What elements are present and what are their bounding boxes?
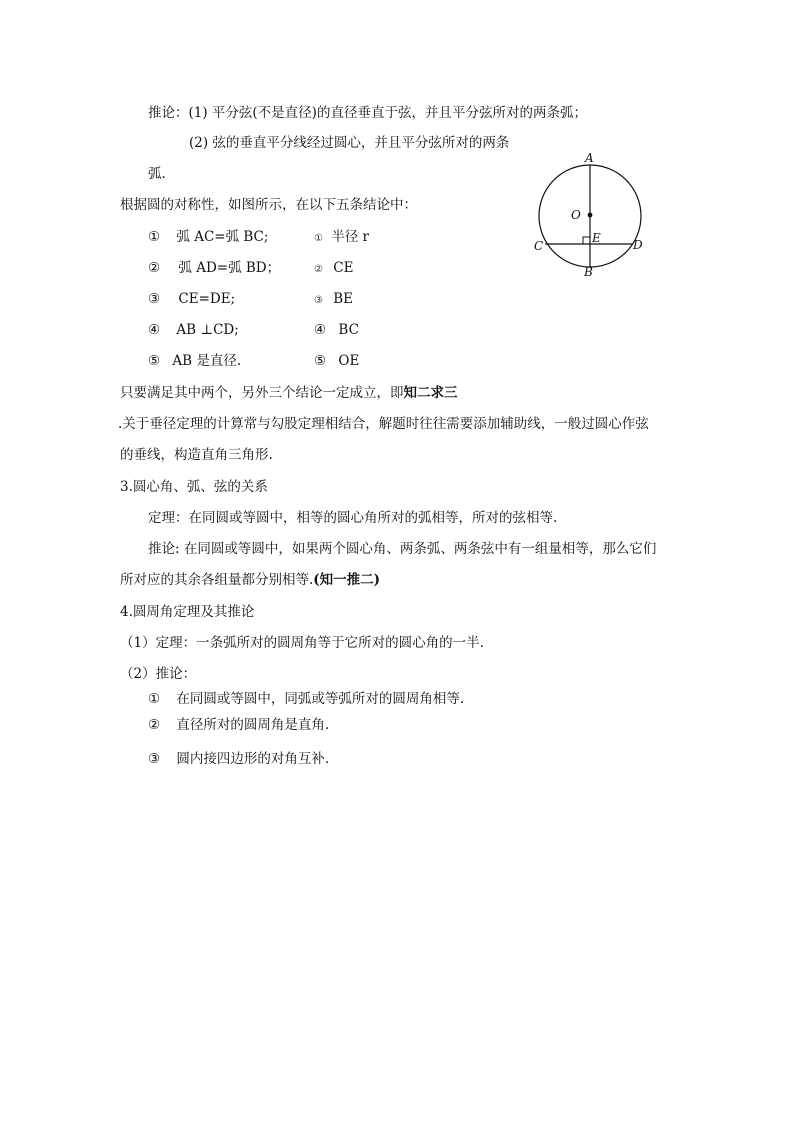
conclusion-text: CE xyxy=(333,260,354,276)
section-3-corollary-1: 推论: 在同圆或等圆中，如果两个圆心角、两条弧、两条弦中有一组量相等，那么它们 xyxy=(148,541,657,557)
section-4-item-2 xyxy=(148,716,329,734)
circled-number: ⑤ xyxy=(314,353,327,369)
circled-number: ② xyxy=(314,264,323,275)
conclusion-left-1 xyxy=(148,228,268,246)
conclusion-text: BE xyxy=(333,291,354,307)
section-4-item-text: 在同圆或等圆中，同弧或等弧所对的圆周角相等. xyxy=(176,691,465,707)
label-a: A xyxy=(585,151,594,165)
section-3-corollary-2 xyxy=(120,571,380,589)
know-two-emphasis: 知二求三 xyxy=(403,385,458,401)
section-4-item-1 xyxy=(148,690,464,708)
circled-number: ④ xyxy=(148,322,161,338)
conclusion-right-4 xyxy=(314,321,359,339)
section-4-item-text: 直径所对的圆周角是直角. xyxy=(176,717,330,733)
right-angle-mark xyxy=(583,237,590,244)
conclusion-text: AB ⊥CD; xyxy=(176,322,239,338)
conclusion-left-2 xyxy=(148,259,280,277)
circled-number: ③ xyxy=(314,295,323,306)
circled-number: ① xyxy=(148,229,161,245)
conclusion-left-5 xyxy=(148,352,241,370)
circled-number: ③ xyxy=(148,291,161,307)
circled-number: ③ xyxy=(148,751,161,767)
conclusion-right-3 xyxy=(314,290,353,310)
know-two-line xyxy=(120,384,458,402)
perpendicular-note-2: 的垂线，构造直角三角形. xyxy=(120,447,273,463)
label-b: B xyxy=(584,265,593,279)
section-4-item-3 xyxy=(148,750,329,768)
label-o: O xyxy=(571,208,581,222)
conclusion-text: OE xyxy=(338,353,360,369)
conclusion-left-4 xyxy=(148,321,239,339)
circled-number: ① xyxy=(314,233,323,244)
label-c: C xyxy=(534,239,544,253)
corollary-line-2: (2) 弦的垂直平分线经过圆心，并且平分弦所对的两条 xyxy=(189,135,510,151)
label-d: D xyxy=(633,238,643,252)
circled-number: ⑤ xyxy=(148,353,161,369)
circled-number: ① xyxy=(148,691,161,707)
know-two-text: 只要满足其中两个，另外三个结论一定成立，即 xyxy=(120,385,404,401)
conclusion-right-1 xyxy=(314,228,369,248)
conclusion-text: BC xyxy=(338,322,359,338)
conclusion-text: CE=DE; xyxy=(178,291,236,307)
conclusion-text: 半径 r xyxy=(331,229,370,245)
conclusion-right-2 xyxy=(314,259,353,279)
conclusion-left-3 xyxy=(148,290,235,308)
conclusion-text: 弧 AD=弧 BD； xyxy=(178,260,281,276)
circled-number: ④ xyxy=(314,322,327,338)
section-3-heading: 3.圆心角、弧、弦的关系 xyxy=(120,479,268,495)
section-3-emphasis: (知一推二) xyxy=(313,572,381,588)
section-4-item-text: 圆内接四边形的对角互补. xyxy=(176,751,330,767)
section-3-corollary-text: 所对应的其余各组量都分别相等. xyxy=(120,572,314,588)
conclusion-right-5 xyxy=(314,352,359,370)
circle-diagram xyxy=(528,150,654,282)
label-e: E xyxy=(592,231,601,245)
section-4-corollary-label: （2）推论： xyxy=(120,666,197,682)
conclusion-text: 弧 AC=弧 BC; xyxy=(176,229,269,245)
section-4-theorem: （1）定理：一条弧所对的圆周角等于它所对的圆心角的一半. xyxy=(120,635,484,651)
section-3-theorem: 定理：在同圆或等圆中，相等的圆心角所对的弧相等，所对的弦相等. xyxy=(148,510,558,526)
circled-number: ② xyxy=(148,717,161,733)
perpendicular-note-1: .关于垂径定理的计算常与勾股定理相结合，解题时往往需要添加辅助线，一般过圆心作弦 xyxy=(118,416,649,432)
corollary-line-1: 推论：(1) 平分弦(不是直径)的直径垂直于弦，并且平分弦所对的两条弧； xyxy=(148,105,587,121)
corollary-line-2-continued: 弧. xyxy=(148,166,166,182)
section-4-heading: 4.圆周角定理及其推论 xyxy=(120,604,255,620)
center-point xyxy=(588,213,593,218)
symmetry-intro: 根据圆的对称性，如图所示，在以下五条结论中： xyxy=(120,197,417,213)
circled-number: ② xyxy=(148,260,161,276)
conclusion-text: AB 是直径. xyxy=(172,353,242,369)
